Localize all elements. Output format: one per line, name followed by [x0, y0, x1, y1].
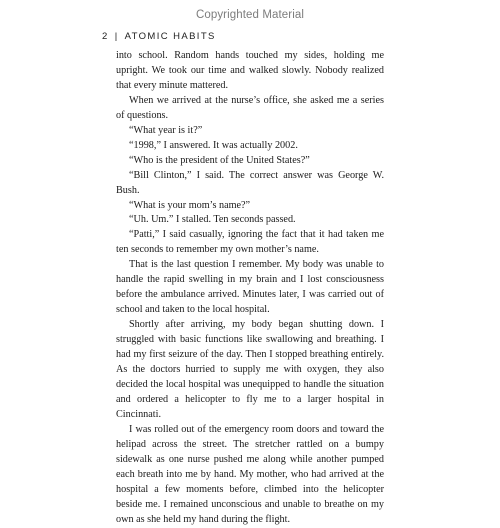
copyright-watermark: Copyrighted Material	[195, 9, 305, 21]
paragraph: “What year is it?”	[129, 124, 203, 136]
paragraph: Shortly after arriving, my body began shutting down. I struggled with basic functions like swallowing and breathing. I had my first seizure of the day. Then I stopped breathing entirely. As the doctors hurried to supply me with oxygen, they also decided the local hospital was unequipped to handle the situation and ordered a helicopter to fly me to a larger hospital in Cincinnati.	[116, 319, 384, 420]
paragraph: I was rolled out of the emergency room doors and toward the helipad across the street. The stretcher rattled on a bumpy sidewalk as one nurse pushed me along while another pumped each breath into me by hand. My mother, who had arrived at the hospital a few moments before, climbed into the helicopter beside me. I remained unconscious and unable to breathe on my own as she held my hand during the flight.	[116, 423, 384, 525]
paragraph: “Bill Clinton,” I said. The correct answer was George W. Bush.	[116, 169, 384, 196]
paragraph: “Uh. Um.” I stalled. Ten seconds passed.	[129, 214, 296, 226]
paragraph: into school. Random hands touched my sides, holding me upright. We took our time and walked slowly. Nobody realized that every minute mattered.	[116, 50, 384, 91]
paragraph: “Who is the president of the United States?”	[129, 154, 310, 166]
paragraph: When we arrived at the nurse’s office, she asked me a series of questions.	[116, 94, 384, 121]
paragraph: “What is your mom’s name?”	[129, 199, 251, 211]
paragraph: “Patti,” I said casually, ignoring the fact that it had taken me ten seconds to remember my own mother’s name.	[116, 229, 384, 256]
running-head-separator: |	[114, 31, 119, 42]
running-head	[102, 31, 216, 42]
page-body	[116, 49, 384, 528]
paragraph: “1998,” I answered. It was actually 2002.	[129, 139, 298, 151]
book-title: ATOMIC HABITS	[124, 31, 216, 42]
page-number: 2	[102, 31, 109, 42]
paragraph: That is the last question I remember. My body was unable to handle the rapid swelling in my brain and I lost consciousness before the ambulance arrived. Minutes later, I was carried out of school and taken to the local hospital.	[116, 259, 384, 316]
